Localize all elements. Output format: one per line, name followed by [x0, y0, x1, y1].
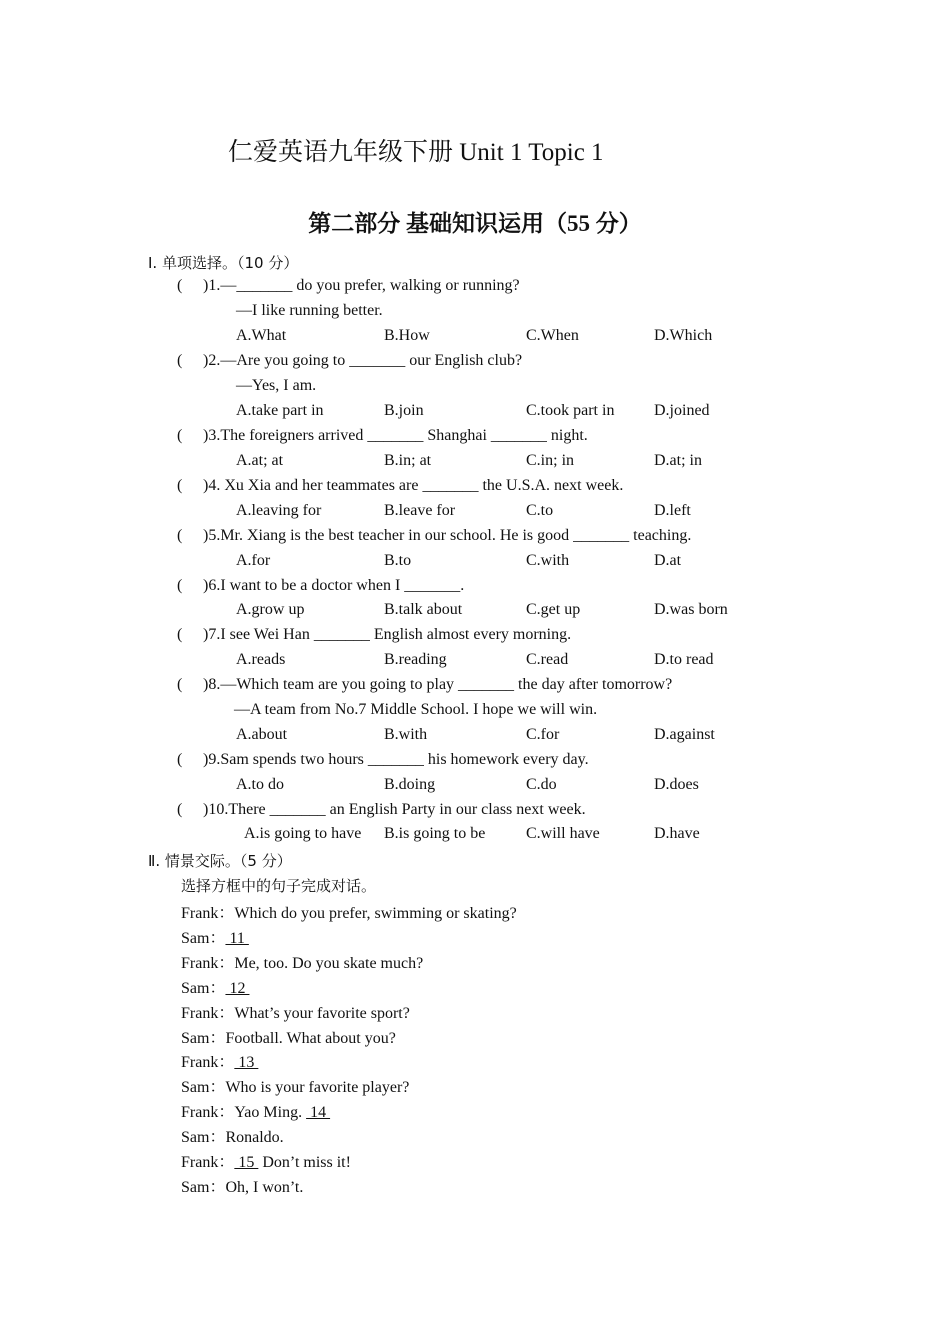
- speaker: Sam：: [181, 1179, 226, 1196]
- dialogue-line: [181, 1000, 410, 1023]
- option-c: C.for: [526, 726, 560, 743]
- question-text: )3.The foreigners arrived _______ Shanghai _______ night.: [203, 427, 588, 444]
- question-text: )9.Sam spends two hours _______ his homework every day.: [203, 751, 589, 768]
- answer-paren: (: [177, 626, 183, 643]
- dialogue-line: [181, 1124, 284, 1147]
- question-text: )2.—Are you going to _______ our English club?: [203, 352, 523, 369]
- option-a: A.for: [236, 552, 271, 569]
- option-c: C.read: [526, 651, 569, 668]
- speaker: Frank：: [181, 1154, 235, 1171]
- question-text: )5.Mr. Xiang is the best teacher in our school. He is good _______ teaching.: [203, 527, 692, 544]
- speaker: Sam：: [181, 1030, 226, 1047]
- answer-paren: (: [177, 676, 183, 693]
- option-a: A.is going to have: [244, 825, 362, 842]
- dialogue-line: [181, 1174, 303, 1197]
- dialogue-line: [181, 975, 249, 998]
- question-text: )6.I want to be a doctor when I _______.: [203, 577, 465, 594]
- option-a: A.leaving for: [236, 502, 322, 519]
- utterance: Who is your favorite player?: [225, 1079, 410, 1096]
- utterance: What’s your favorite sport?: [234, 1005, 410, 1022]
- part-title: 第二部分 基础知识运用（55 分）: [308, 211, 642, 236]
- answer-blank-11: 11: [225, 930, 249, 947]
- option-a: A.about: [236, 726, 288, 743]
- document-title: 仁爱英语九年级下册 Unit 1 Topic 1: [228, 139, 604, 166]
- option-d: D.was born: [654, 601, 728, 618]
- answer-blank-13: 13: [234, 1054, 259, 1071]
- question-5: [177, 527, 691, 545]
- answer-blank-12: 12: [225, 980, 250, 997]
- option-a: A.take part in: [236, 402, 324, 419]
- option-b: B.reading: [384, 651, 447, 668]
- option-d: D.joined: [654, 402, 710, 419]
- section-1-heading: Ⅰ. 单项选择。（10 分）: [148, 254, 299, 272]
- option-c: C.took part in: [526, 402, 615, 419]
- option-b: B.leave for: [384, 502, 456, 519]
- option-c: C.will have: [526, 825, 600, 842]
- answer-paren: (: [177, 801, 183, 818]
- speaker: Frank：: [181, 955, 235, 972]
- utterance: Me, too. Do you skate much?: [234, 955, 424, 972]
- answer-paren: (: [177, 577, 183, 594]
- option-b: B.How: [384, 327, 430, 344]
- question-text: )1.—_______ do you prefer, walking or running?: [203, 277, 520, 294]
- utterance: Don’t miss it!: [258, 1154, 351, 1171]
- option-b: B.join: [384, 402, 424, 419]
- answer-blank-14: 14: [306, 1104, 331, 1121]
- speaker: Sam：: [181, 930, 226, 947]
- dialogue-line: [181, 950, 423, 973]
- utterance: Yao Ming.: [234, 1104, 307, 1121]
- question-2-reply: —Yes, I am.: [236, 377, 317, 394]
- section-2-instruction: 选择方框中的句子完成对话。: [181, 877, 377, 895]
- question-1-reply: —I like running better.: [236, 302, 383, 319]
- option-a: A.grow up: [236, 601, 305, 618]
- option-b: B.is going to be: [384, 825, 486, 842]
- option-c: C.with: [526, 552, 570, 569]
- question-text: )4. Xu Xia and her teammates are _______ the U.S.A. next week.: [203, 477, 624, 494]
- answer-paren: (: [177, 352, 183, 369]
- dialogue-line: [181, 900, 517, 923]
- option-b: B.with: [384, 726, 428, 743]
- answer-paren: (: [177, 277, 183, 294]
- question-7: [177, 626, 571, 644]
- question-3: [177, 427, 588, 445]
- speaker: Sam：: [181, 1079, 226, 1096]
- option-a: A.What: [236, 327, 287, 344]
- dialogue-line: [181, 925, 249, 948]
- answer-paren: (: [177, 751, 183, 768]
- option-d: D.at: [654, 552, 682, 569]
- utterance: Ronaldo.: [225, 1129, 284, 1146]
- option-c: C.to: [526, 502, 554, 519]
- option-c: C.in; in: [526, 452, 575, 469]
- dialogue-line: [181, 1025, 396, 1048]
- option-b: B.to: [384, 552, 412, 569]
- speaker: Frank：: [181, 1005, 235, 1022]
- option-d: D.against: [654, 726, 715, 743]
- answer-blank-15: 15: [234, 1154, 259, 1171]
- answer-paren: (: [177, 477, 183, 494]
- option-a: A.at; at: [236, 452, 284, 469]
- answer-paren: (: [177, 527, 183, 544]
- option-d: D.Which: [654, 327, 713, 344]
- option-d: D.at; in: [654, 452, 702, 469]
- option-b: B.doing: [384, 776, 436, 793]
- section-2-heading: Ⅱ. 情景交际。（5 分）: [148, 852, 292, 870]
- speaker: Sam：: [181, 980, 226, 997]
- question-10: [177, 801, 586, 819]
- speaker: Sam：: [181, 1129, 226, 1146]
- utterance: Football. What about you?: [225, 1030, 396, 1047]
- dialogue-line: [181, 1149, 351, 1172]
- option-a: A.reads: [236, 651, 286, 668]
- utterance: Which do you prefer, swimming or skating?: [234, 905, 517, 922]
- question-2: [177, 352, 522, 370]
- speaker: Frank：: [181, 1104, 235, 1121]
- option-b: B.in; at: [384, 452, 432, 469]
- question-1: [177, 277, 520, 295]
- option-b: B.talk about: [384, 601, 463, 618]
- option-c: C.When: [526, 327, 579, 344]
- dialogue-line: [181, 1049, 258, 1072]
- option-d: D.to read: [654, 651, 714, 668]
- question-text: )10.There _______ an English Party in our class next week.: [203, 801, 586, 818]
- speaker: Frank：: [181, 1054, 235, 1071]
- option-c: C.get up: [526, 601, 581, 618]
- option-a: A.to do: [236, 776, 284, 793]
- answer-paren: (: [177, 427, 183, 444]
- option-c: C.do: [526, 776, 557, 793]
- question-text: )8.—Which team are you going to play _______ the day after tomorrow?: [203, 676, 673, 693]
- option-d: D.left: [654, 502, 691, 519]
- utterance: Oh, I won’t.: [225, 1179, 304, 1196]
- question-9: [177, 751, 589, 769]
- speaker: Frank：: [181, 905, 235, 922]
- option-d: D.have: [654, 825, 700, 842]
- dialogue-line: [181, 1099, 330, 1122]
- option-d: D.does: [654, 776, 699, 793]
- question-6: [177, 577, 464, 595]
- question-4: [177, 477, 623, 495]
- question-8: [177, 676, 672, 694]
- dialogue-line: [181, 1074, 409, 1097]
- question-8-reply: —A team from No.7 Middle School. I hope we will win.: [234, 701, 598, 718]
- question-text: )7.I see Wei Han _______ English almost every morning.: [203, 626, 572, 643]
